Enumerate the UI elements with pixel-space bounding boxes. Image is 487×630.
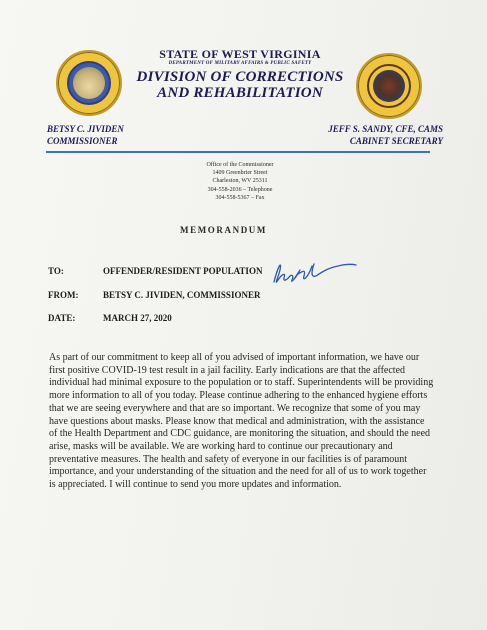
- secretary-title: CABINET SECRETARY: [349, 136, 443, 146]
- commissioner-name: BETSY C. JIVIDEN: [47, 124, 124, 134]
- office-phone: 304-558-2036 – Telephone: [207, 186, 273, 193]
- division-title: [120, 69, 360, 101]
- office-fax: 304-558-5367 – Fax: [215, 194, 265, 201]
- commissioner-title: COMMISSIONER: [47, 136, 118, 146]
- to-value: OFFENDER/RESIDENT POPULATION: [103, 266, 263, 276]
- west-virginia-seal-right: [356, 53, 422, 119]
- division-line-1: DIVISION OF CORRECTIONS: [136, 69, 344, 85]
- office-name: Office of the Commissioner: [206, 162, 274, 168]
- commissioner-block: [47, 123, 124, 147]
- from-value: BETSY C. JIVIDEN, COMMISSIONER: [103, 290, 261, 300]
- secretary-name: JEFF S. SANDY, CFE, CAMS: [328, 124, 443, 134]
- handwritten-signature: [268, 256, 358, 290]
- division-line-2: AND REHABILITATION: [157, 85, 323, 101]
- header-divider: [46, 151, 430, 153]
- west-virginia-seal-left: [56, 50, 122, 116]
- office-address: [160, 161, 320, 202]
- date-label: DATE:: [48, 313, 76, 323]
- state-title: STATE OF WEST VIRGINIA: [159, 47, 321, 61]
- office-city: Charleston, WV 25311: [212, 178, 268, 185]
- office-street: 1409 Greenbrier Street: [212, 170, 268, 177]
- date-value: MARCH 27, 2020: [103, 313, 172, 323]
- from-label: FROM:: [48, 290, 79, 300]
- department-line: DEPARTMENT OF MILITARY AFFAIRS & PUBLIC SAFETY: [168, 61, 312, 66]
- secretary-block: [313, 123, 443, 147]
- to-label: TO:: [48, 266, 64, 276]
- memo-body: As part of our commitment to keep all of you advised of important information, we have our first positive COVID-19 test result in a jail facility. Early indications are that the affected individual had minimal exposure to the population or to staff. Superintendents will be providing more information to all of you today. Please continue adhering to the enhanced hygiene efforts that we are seeing everywhere and that are so important. We recognize that some of you may have questions about masks. Please know that medical and administration, with the assistance of the Health Department and CDC guidance, are monitoring the situation, and should the need arise, masks will be available. We are working hard to continue our precautionary and preventative measures. The health and safety of everyone in our facilities is of paramount importance, and your understanding of the situation and the need for all of us to work together is appreciated. I will continue to send you more updates and information.: [49, 352, 434, 491]
- memo-title: MEMORANDUM: [180, 225, 267, 235]
